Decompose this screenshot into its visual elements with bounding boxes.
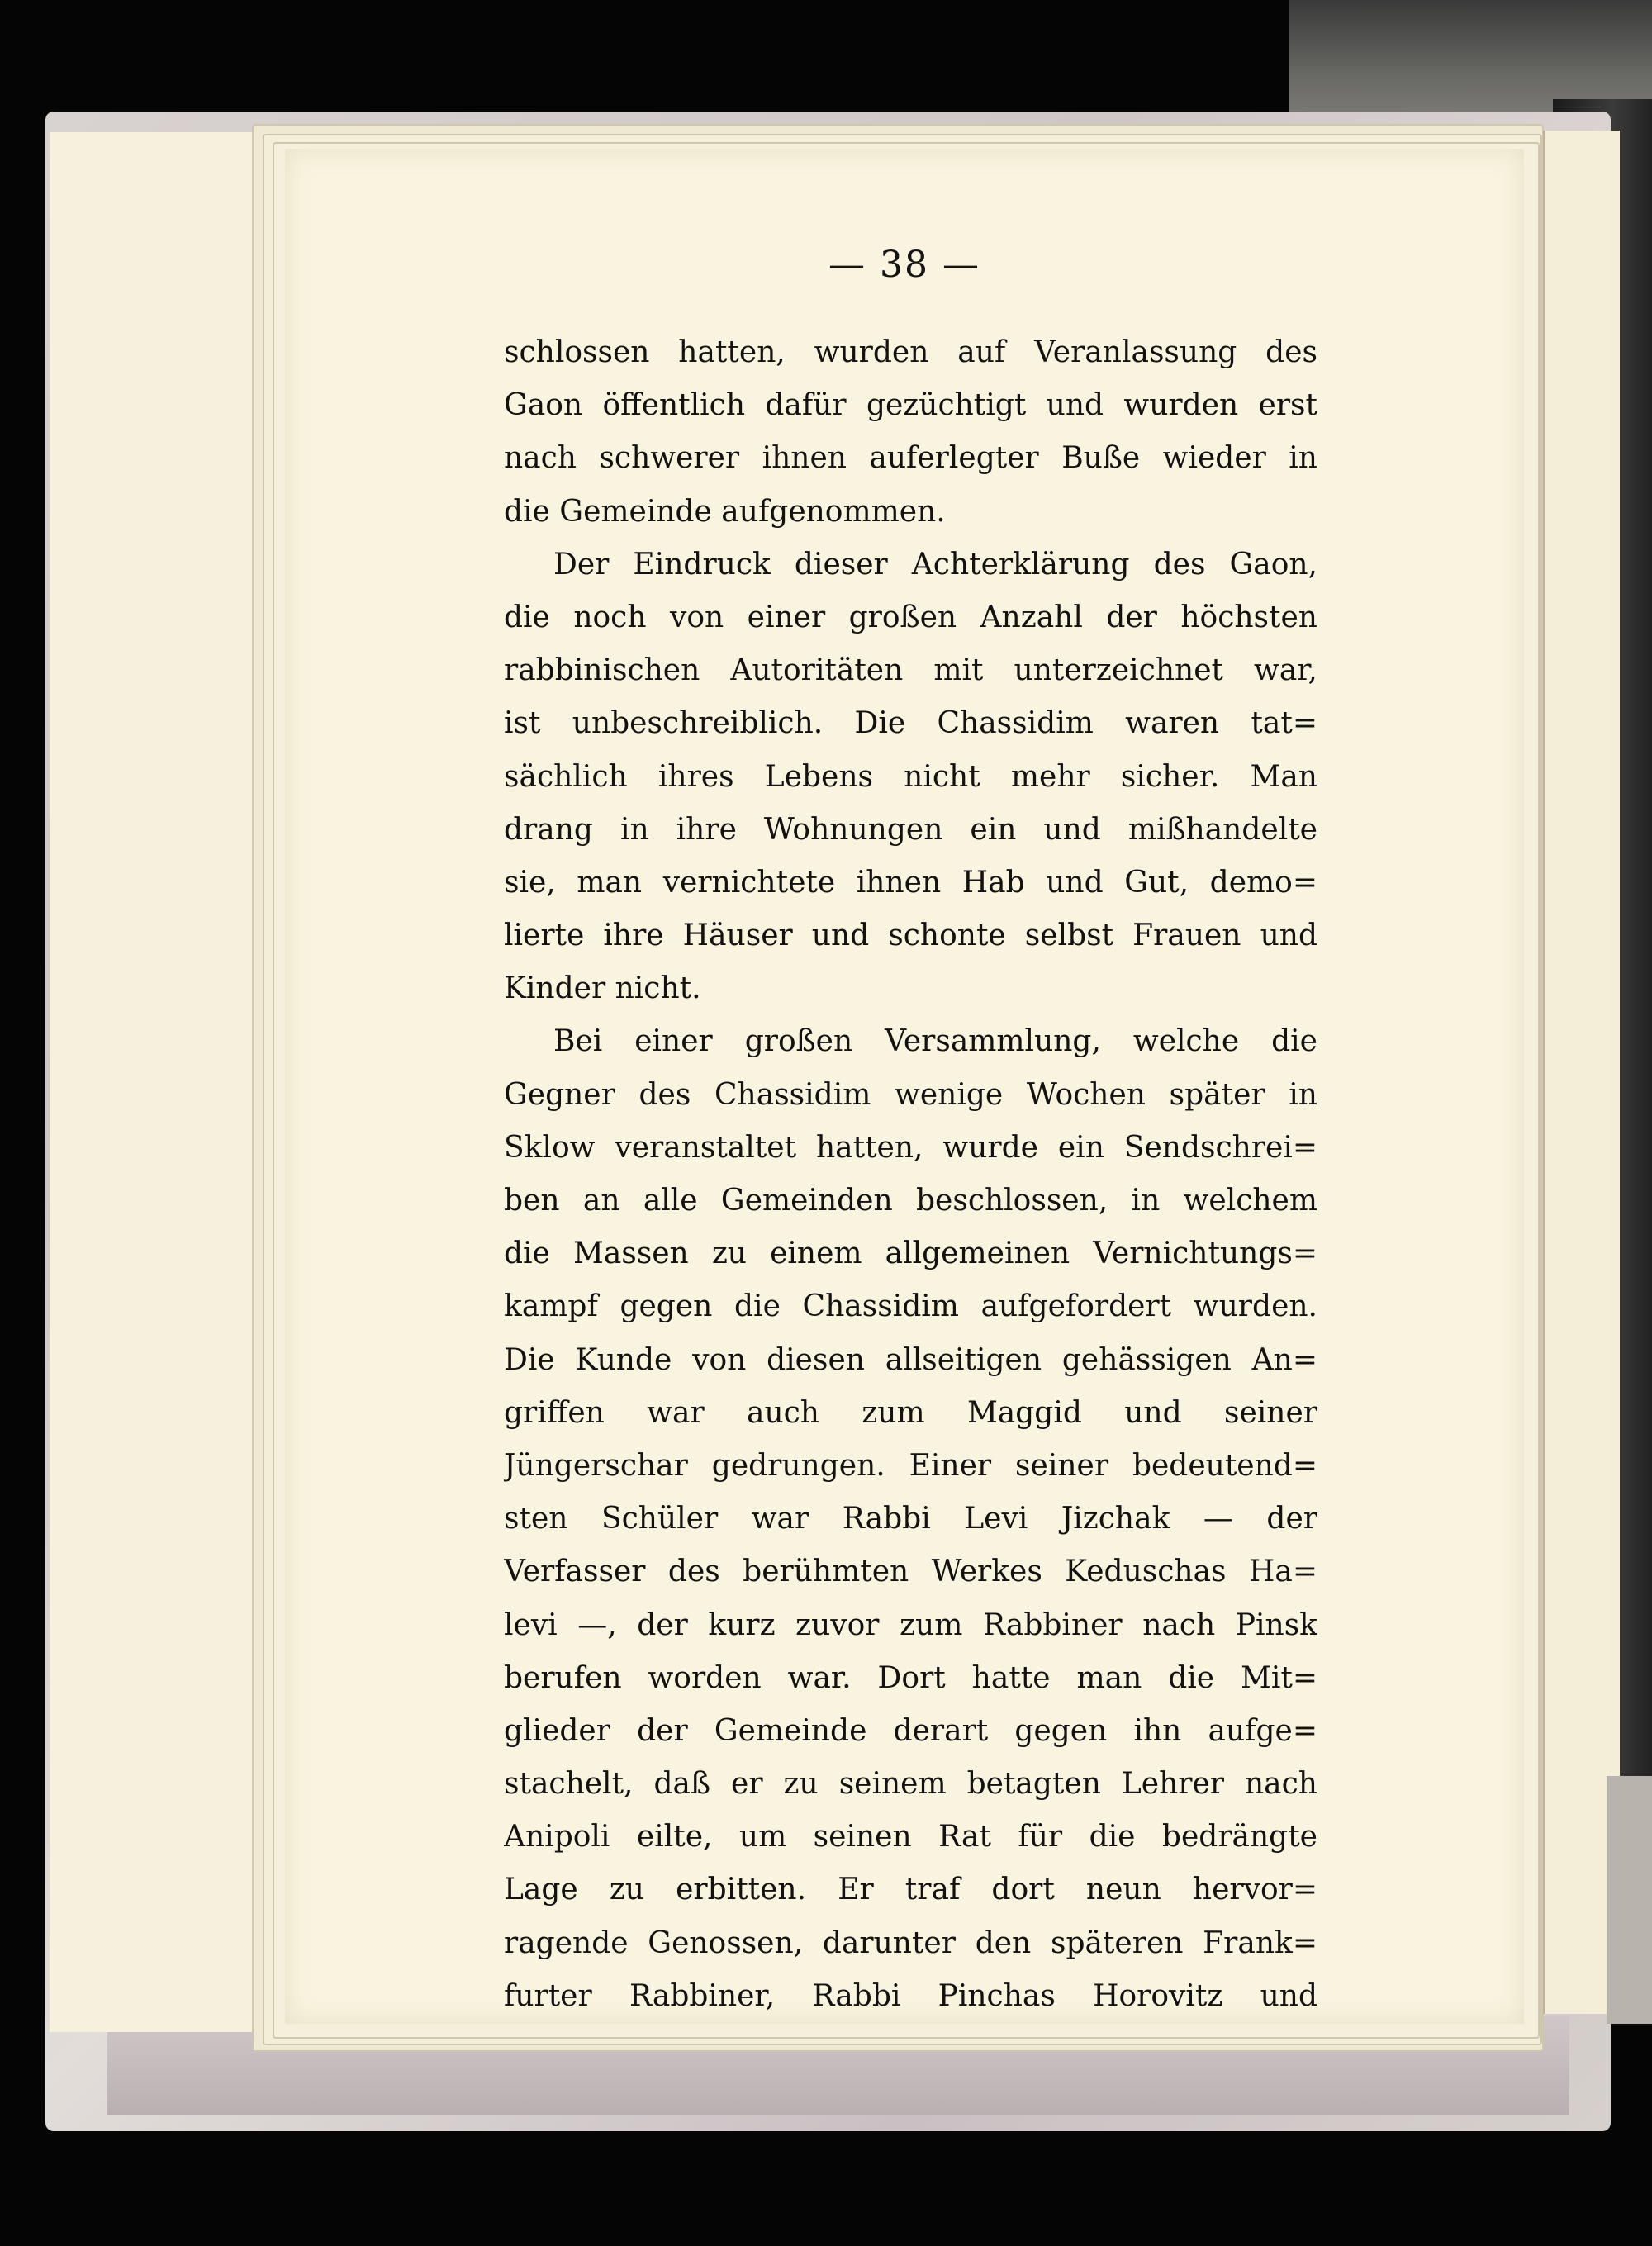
- book-page: [285, 149, 1524, 2024]
- text-line: kampf gegen die Chassidim aufgefordert wurden.: [504, 1289, 1317, 1324]
- left-page-edge: [50, 132, 266, 2032]
- text-line: schlossen hatten, wurden auf Veranlassung des: [504, 335, 1317, 369]
- text-line: ist unbeschreiblich. Die Chassidim waren tat=: [504, 706, 1317, 741]
- text-line: ragende Genossen, darunter den späteren Frank=: [504, 1925, 1317, 1960]
- text-line: Lage zu erbitten. Er traf dort neun hervor=: [504, 1873, 1317, 1907]
- page-text: [504, 326, 1317, 2023]
- text-line: sie, man vernichtete ihnen Hab und Gut, demo=: [504, 865, 1317, 900]
- text-line: die Gemeinde aufgenommen.: [504, 494, 946, 529]
- text-line: drang in ihre Wohnungen ein und mißhandelte: [504, 812, 1317, 847]
- text-line: Die Kunde von diesen allseitigen gehässigen An=: [504, 1342, 1317, 1377]
- text-line: glieder der Gemeinde derart gegen ihn aufge=: [504, 1713, 1317, 1748]
- text-line: levi —, der kurz zuvor zum Rabbiner nach Pinsk: [504, 1607, 1317, 1642]
- text-line: Anipoli eilte, um seinen Rat für die bedrängte: [504, 1820, 1317, 1854]
- text-line: sten Schüler war Rabbi Levi Jizchak — der: [504, 1502, 1317, 1536]
- text-line: furter Rabbiner, Rabbi Pinchas Horovitz und: [504, 1978, 1317, 2013]
- text-line: Gaon öffentlich dafür gezüchtigt und wurden erst: [504, 388, 1317, 423]
- text-line: die noch von einer großen Anzahl der höchsten: [504, 600, 1317, 634]
- text-line: Verfasser des berühmten Werkes Keduschas Ha=: [504, 1555, 1317, 1589]
- text-line: stachelt, daß er zu seinem betagten Lehrer nach: [504, 1767, 1317, 1802]
- text-line: lierte ihre Häuser und schonte selbst Frauen und: [504, 919, 1317, 953]
- text-line: nach schwerer ihnen auferlegter Buße wieder in: [504, 441, 1317, 476]
- facing-page-edge: [1543, 131, 1620, 2014]
- text-line: ben an alle Gemeinden beschlossen, in welchem: [504, 1184, 1317, 1218]
- text-line: die Massen zu einem allgemeinen Vernichtungs=: [504, 1237, 1317, 1271]
- text-line: griffen war auch zum Maggid und seiner: [504, 1395, 1317, 1430]
- text-line: berufen worden war. Dort hatte man die Mit=: [504, 1660, 1317, 1695]
- text-line: rabbinischen Autoritäten mit unterzeichnet war,: [504, 653, 1317, 688]
- text-line: Jüngerschar gedrungen. Einer seiner bedeutend=: [504, 1448, 1317, 1483]
- text-line: Bei einer großen Versammlung, welche die: [553, 1024, 1317, 1059]
- text-line: Der Eindruck dieser Achterklärung des Gaon,: [553, 547, 1317, 582]
- text-line: Kinder nicht.: [504, 971, 701, 1006]
- text-line: Gegner des Chassidim wenige Wochen später in: [504, 1077, 1317, 1112]
- text-line: sächlich ihres Lebens nicht mehr sicher. Man: [504, 759, 1317, 794]
- text-line: Sklow veranstaltet hatten, wurde ein Sendschrei=: [504, 1130, 1317, 1165]
- binding-cloth-strip: [1607, 1776, 1652, 2024]
- page-number: — 38 —: [828, 244, 980, 286]
